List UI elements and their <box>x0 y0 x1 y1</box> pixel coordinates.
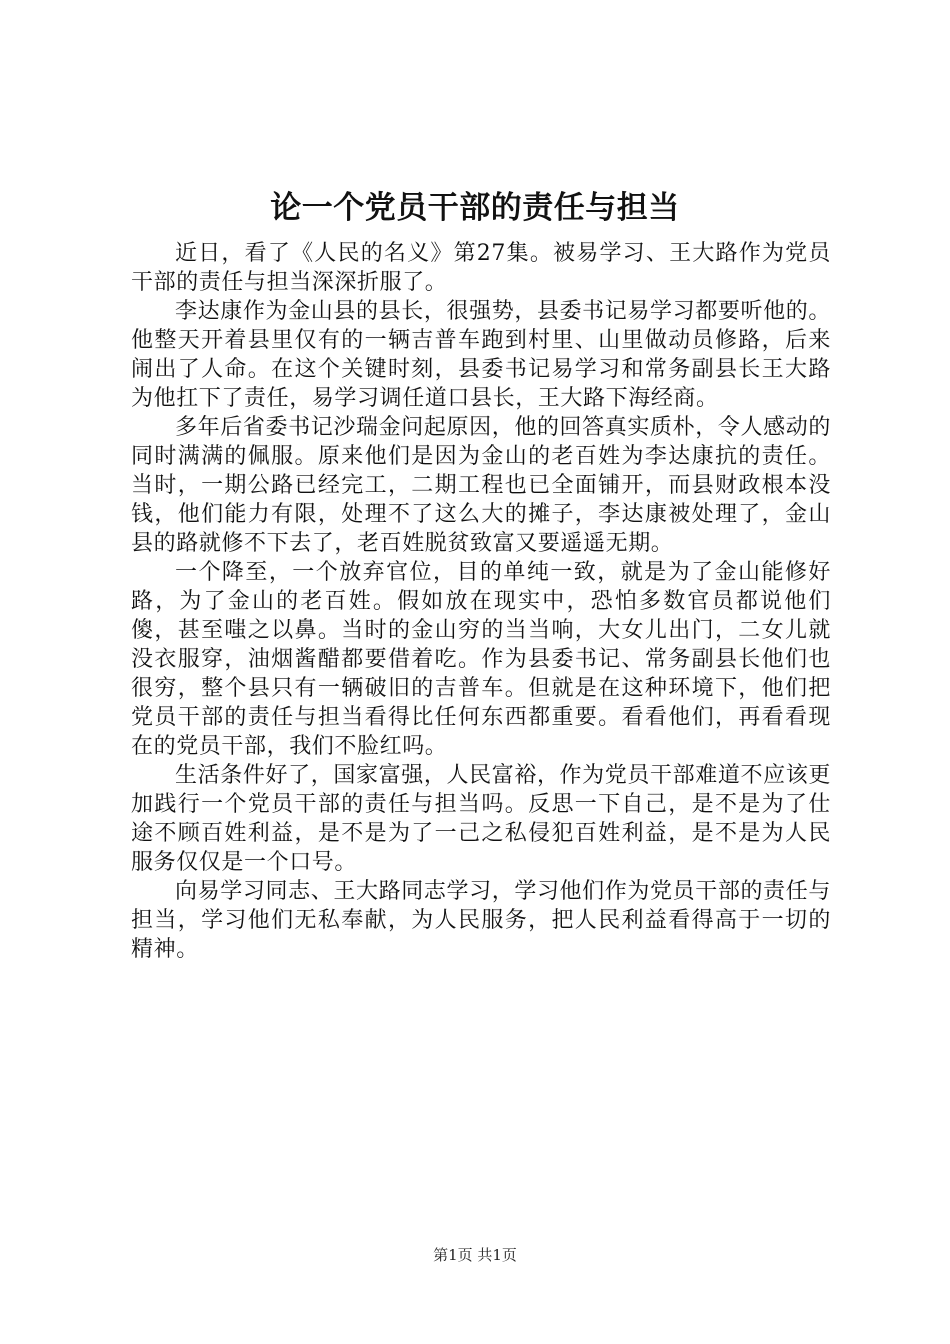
paragraph-2: 李达康作为金山县的县长，很强势，县委书记易学习都要听他的。他整天开着县里仅有的一辆吉普车跑到村里、山里做动员修路，后来闹出了人命。在这个关键时刻，县委书记易学习和常务副县长王大路为他扛下了责任，易学习调任道口县长，王大路下海经商。 <box>131 299 831 411</box>
document-body <box>131 239 831 964</box>
paragraph-1: 近日，看了《人民的名义》第27集。被易学习、王大路作为党员干部的责任与担当深深折服了。 <box>131 241 831 295</box>
paragraph-4: 一个降至，一个放弃官位，目的单纯一致，就是为了金山能修好路，为了金山的老百姓。假如放在现实中，恐怕多数官员都说他们傻，甚至嗤之以鼻。当时的金山穷的当当响，大女儿出门，二女儿就没衣服穿，油烟酱醋都要借着吃。作为县委书记、常务副县长他们也很穷，整个县只有一辆破旧的吉普车。但就是在这种环境下，他们把党员干部的责任与担当看得比任何东西都重要。看看他们，再看看现在的党员干部，我们不脸红吗。 <box>131 560 831 759</box>
document-title: 论一个党员干部的责任与担当 <box>270 190 680 226</box>
paragraph-5: 生活条件好了，国家富强，人民富裕，作为党员干部难道不应该更加践行一个党员干部的责任与担当吗。反思一下自己，是不是为了仕途不顾百姓利益，是不是为了一己之私侵犯百姓利益，是不是为人民服务仅仅是一个口号。 <box>131 763 831 875</box>
paragraph-6: 向易学习同志、王大路同志学习，学习他们作为党员干部的责任与担当，学习他们无私奉献，为人民服务，把人民利益看得高于一切的精神。 <box>131 879 831 962</box>
page-number-footer: 第1页 共1页 <box>433 1246 517 1264</box>
paragraph-3: 多年后省委书记沙瑞金问起原因，他的回答真实质朴，令人感动的同时满满的佩服。原来他们是因为金山的老百姓为李达康抗的责任。当时，一期公路已经完工，二期工程也已全面铺开，而县财政根本没钱，他们能力有限，处理不了这么大的摊子，李达康被处理了，金山县的路就修不下去了，老百姓脱贫致富又要遥遥无期。 <box>131 415 831 556</box>
